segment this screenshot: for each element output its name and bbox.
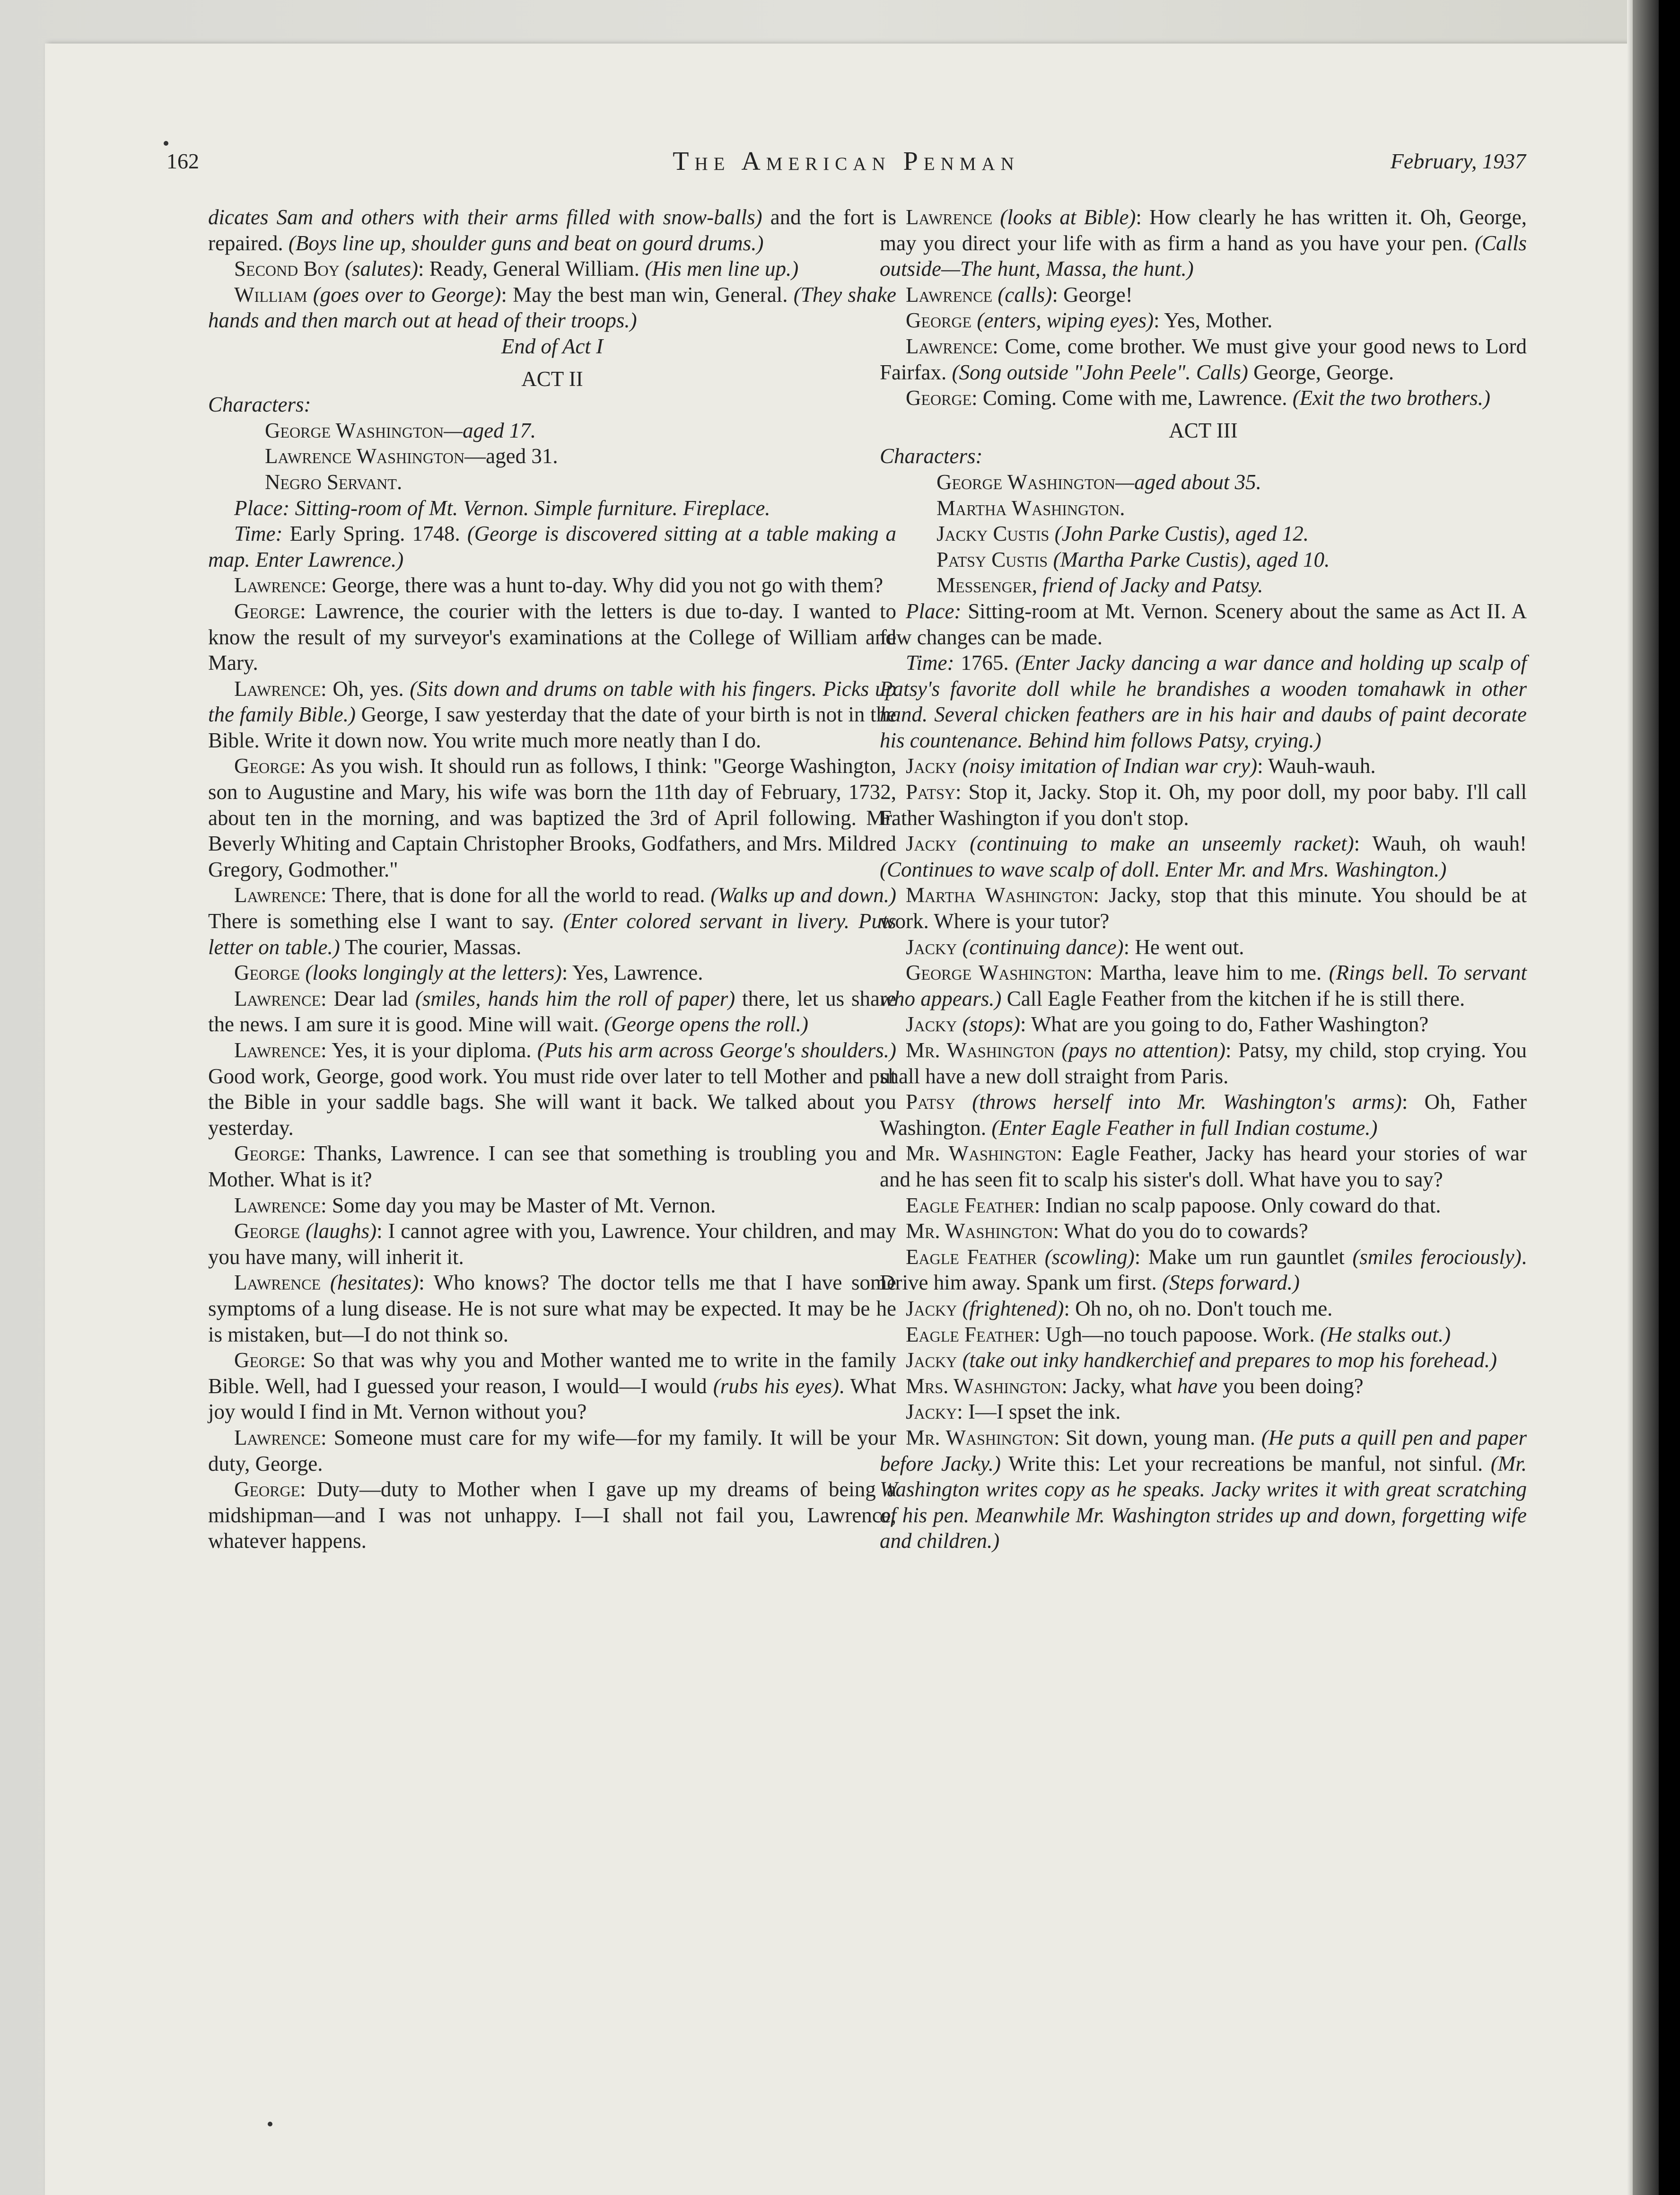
speaker-name: Mr. Washington (906, 1219, 1053, 1243)
speaker-name: Jacky (906, 1348, 957, 1372)
script-paragraph (208, 1193, 896, 1219)
dialogue-text: : Coming. Come with me, Lawrence. (971, 386, 1293, 410)
speaker-name: Jacky Custis (936, 522, 1050, 546)
script-paragraph (880, 1322, 1527, 1348)
script-paragraph (880, 334, 1527, 385)
speaker-name: Jacky (906, 935, 957, 959)
stage-direction: Place: (906, 599, 962, 623)
dialogue-text: George, George. (1248, 360, 1394, 384)
stage-direction: (John Parke Custis), aged 12. (1054, 522, 1309, 546)
act-end-line (208, 334, 896, 360)
dialogue-text (971, 308, 977, 332)
script-paragraph (208, 572, 896, 598)
speaker-name: Mr. Washington (906, 1141, 1057, 1166)
cast-entry (880, 495, 1527, 521)
script-paragraph (208, 521, 896, 572)
script-paragraph (208, 1425, 896, 1476)
script-paragraph (208, 882, 896, 960)
script-paragraph (880, 307, 1527, 334)
speaker-name: Lawrence (234, 573, 321, 597)
speaker-name: Mr. Washington (906, 1038, 1055, 1062)
cast-entry (880, 572, 1527, 598)
speaker-name: Jacky (906, 1400, 957, 1424)
script-paragraph (880, 1141, 1527, 1192)
dialogue-text: : Indian no scalp papoose. Only coward do that. (1034, 1193, 1441, 1217)
stage-direction: (Enter colored servant in livery. Puts letter on table.) (208, 909, 896, 959)
speaker-name: George Washington (906, 961, 1087, 985)
issue-date: February, 1937 (1390, 149, 1526, 173)
dialogue-text: : Wauh, oh wauh! (1354, 832, 1527, 856)
script-paragraph (208, 598, 896, 676)
speaker-name: Messenger (936, 573, 1032, 597)
dialogue-text: : As you wish. It should run as follows, I think: "George Washington, son to Augustine and Mary, his wife was born the 11th day of February, 1732, about ten in the morning, and was baptized the 3rd of April following. Mr. Beverly Whiting and Captain Christopher Brooks, Godfathers, and Mrs. Mildred Gregory, Godmother." (208, 754, 896, 881)
stage-direction: (enters, wiping eyes) (977, 308, 1154, 333)
stage-direction: (Continues to wave scalp of doll. Enter Mr. and Mrs. Washington.) (880, 857, 1447, 881)
dialogue-text: : Some day you may be Master of Mt. Vernon. (321, 1193, 716, 1217)
script-paragraph (208, 986, 896, 1037)
dialogue-text: : Yes, it is your diploma. (321, 1038, 537, 1062)
speaker-name: Jacky (906, 1296, 957, 1320)
speaker-name: Eagle Feather (906, 1245, 1037, 1269)
stage-direction: friend of Jacky and Patsy. (1042, 573, 1263, 597)
dialogue-text: : Ugh—no touch papoose. Work. (1034, 1322, 1320, 1346)
stage-direction: (frightened) (962, 1296, 1064, 1320)
cast-entry (208, 469, 896, 495)
stage-direction: (scowling) (1044, 1245, 1135, 1269)
dialogue-text: : Eagle Feather, Jacky has heard your stories of war and he has seen fit to scalp his sister's doll. What have you to say? (880, 1141, 1527, 1191)
dialogue-text (1037, 1245, 1045, 1269)
dialogue-text: : Someone must care for my wife—for my family. It will be your duty, George. (208, 1425, 896, 1475)
dialogue-text: 1765. (954, 651, 1015, 675)
dialogue-text: The courier, Massas. (340, 935, 522, 959)
speaker-name: George (234, 1348, 300, 1372)
page-number: 162 (166, 149, 199, 173)
speaker-name: Lawrence (234, 986, 321, 1010)
speaker-name: Lawrence (234, 676, 321, 701)
cast-entry (208, 418, 896, 444)
script-paragraph (208, 960, 896, 986)
stage-direction: (stops) (962, 1012, 1020, 1036)
speaker-name: Patsy Custis (936, 547, 1048, 571)
stage-direction: Place: Sitting-room of Mt. Vernon. Simple furniture. Fireplace. (234, 496, 770, 520)
stage-direction: (Puts his arm across George's shoulders.) (537, 1038, 897, 1062)
speaker-name: George (906, 386, 972, 410)
dialogue-text: : Yes, Mother. (1154, 308, 1273, 333)
speaker-name: George (234, 599, 300, 623)
speaker-name: Patsy (906, 780, 956, 804)
speaker-name: George (234, 1477, 300, 1501)
script-paragraph (208, 1141, 896, 1192)
dialogue-text (957, 832, 970, 855)
speaker-name: Mrs. Washington (906, 1374, 1062, 1398)
script-paragraph (880, 753, 1527, 779)
speaker-name: George (234, 754, 300, 778)
stage-direction: (looks at Bible) (1000, 205, 1136, 229)
characters-heading (208, 392, 896, 418)
script-paragraph (208, 1037, 896, 1141)
dialogue-text: : George! (1052, 282, 1133, 307)
stage-direction: (hesitates) (330, 1271, 419, 1295)
script-paragraph (880, 1347, 1527, 1373)
dialogue-text: : Stop it, Jacky. Stop it. Oh, my poor doll, my poor baby. I'll call Father Washington if you don't stop. (880, 780, 1527, 830)
dialogue-text: : He went out. (1123, 935, 1244, 959)
dialogue-text: Write this: Let your recreations be manful, not sinful. (1001, 1451, 1491, 1475)
dialogue-text (992, 283, 998, 307)
speaker-name: George Washington (936, 470, 1116, 494)
stage-direction: (pays no attention) (1061, 1038, 1226, 1062)
script-paragraph (880, 1399, 1527, 1425)
dialogue-text (957, 935, 962, 959)
speaker-name: Lawrence (906, 334, 993, 358)
stage-direction: (salutes) (344, 257, 418, 281)
dialogue-text: : I—I spset the ink. (957, 1400, 1121, 1424)
stage-direction: Time: (906, 651, 954, 675)
stage-direction: (continuing dance) (962, 935, 1124, 959)
stage-direction: (noisy imitation of Indian war cry) (962, 754, 1258, 778)
speaker-name: Jacky (906, 1012, 957, 1036)
dialogue-text: : Ready, General William. (418, 257, 645, 281)
dialogue-text: : I cannot agree with you, Lawrence. Your children, and may you have many, will inherit it. (208, 1219, 897, 1269)
dialogue-text: : What do you do to cowards? (1053, 1219, 1308, 1243)
script-paragraph (880, 1193, 1527, 1219)
dialogue-text: There is something else I want to say. (208, 909, 563, 933)
speaker-name: Lawrence (234, 1271, 321, 1295)
dialogue-text: : Yes, Lawrence. (561, 961, 703, 985)
dialogue-text: —aged 31. (464, 444, 558, 468)
dialogue-text: : Patsy, my child, stop crying. You shall have a new doll straight from Paris. (880, 1038, 1527, 1088)
stage-direction: (Enter Eagle Feather in full Indian costume.) (991, 1115, 1378, 1140)
left-column (208, 204, 896, 1554)
dialogue-text (300, 961, 305, 984)
dialogue-text: : Who knows? The doctor tells me that I have some symptoms of a lung disease. He is not sure what may be expected. It may be he is mistaken, but—I do not think so. (208, 1271, 897, 1346)
script-paragraph (208, 256, 896, 282)
stage-direction: (goes over to George) (313, 282, 501, 307)
stage-direction: (Mr. Washington writes copy as he speaks. Jacky writes it with great scratching of his pen. Meanwhile Mr. Washington strides up and down, forgetting wife and children.) (880, 1451, 1527, 1553)
stage-direction: (Walks up and down.) (710, 883, 897, 907)
script-paragraph (880, 960, 1527, 1011)
stage-direction: (Calls outside—The hunt, Massa, the hunt.) (880, 231, 1527, 281)
dialogue-text: : Make um run gauntlet (1134, 1245, 1353, 1269)
cast-entry (880, 469, 1527, 495)
dialogue-text: : There, that is done for all the world to read. (321, 883, 711, 907)
script-paragraph (880, 204, 1527, 282)
dialogue-text: : Come, come brother. We must give your good news to Lord Fairfax. (880, 334, 1527, 384)
dialogue-text: : Jacky, what (1061, 1374, 1177, 1398)
cast-entry (880, 521, 1527, 547)
stage-direction: (Song outside "John Peele". Calls) (952, 360, 1248, 384)
dialogue-text: : How clearly he has written it. Oh, George, may you direct your life with as firm a hand as you have your pen. (880, 205, 1527, 255)
act-heading (208, 366, 896, 392)
speaker-name: Lawrence Washington (265, 444, 465, 468)
stage-direction: —aged 17. (444, 418, 536, 442)
speaker-name: Lawrence (234, 1038, 321, 1062)
stage-direction: (He puts a quill pen and paper before Jacky.) (880, 1425, 1527, 1475)
speaker-name: George Washington (265, 418, 444, 442)
running-title: The American Penman (673, 147, 1020, 176)
stage-direction: (Steps forward.) (1162, 1271, 1300, 1295)
script-paragraph (208, 1218, 896, 1270)
speaker-name: Jacky (906, 754, 957, 778)
dialogue-text: : Jacky, stop that this minute. You should be at work. Where is your tutor? (880, 883, 1527, 933)
stage-direction: (They shake hands and then march out at head of their troops.) (208, 282, 897, 333)
dialogue-text (955, 1090, 972, 1114)
dialogue-text: : Oh, yes. (321, 676, 410, 701)
dialogue-text: : George, there was a hunt to-day. Why did you not go with them? (321, 573, 884, 597)
speaker-name: George (234, 961, 300, 985)
stage-direction: (take out inky handkerchief and prepares to mop his forehead.) (962, 1348, 1497, 1372)
speaker-name: George (234, 1219, 300, 1243)
speaker-name: Jacky (906, 832, 957, 856)
stage-direction: (throws herself into Mr. Washington's arms) (972, 1090, 1402, 1114)
characters-heading (880, 443, 1527, 469)
script-paragraph (208, 495, 896, 521)
dialogue-text: : Wauh-wauh. (1257, 754, 1376, 778)
dialogue-text: Early Spring. 1748. (282, 522, 467, 546)
stage-direction: (His men line up.) (645, 257, 799, 281)
stage-direction: (Sits down and drums on table with his fingers. Picks up the family Bible.) (208, 676, 896, 727)
speaker-name: William (234, 282, 307, 307)
dialogue-text (1049, 522, 1054, 545)
stage-direction: Time: (234, 522, 283, 546)
dialogue-text (992, 205, 1000, 229)
dialogue-text: : Duty—duty to Mother when I gave up my dreams of being a midshipman—and I was not unhappy. I—I shall not fail you, Lawrence, whatever happens. (208, 1477, 896, 1553)
dialogue-text (321, 1271, 330, 1294)
stage-direction: dicates Sam and others with their arms filled with snow-balls) (208, 205, 762, 229)
dialogue-text: : Oh no, oh no. Don't touch me. (1064, 1296, 1333, 1320)
speaker-name: Lawrence (906, 205, 993, 229)
speaker-name: Eagle Feather (906, 1322, 1034, 1346)
dialogue-text (340, 257, 345, 281)
dialogue-text: Characters: (208, 393, 311, 417)
dialogue-text: : What are you going to do, Father Washington? (1020, 1012, 1429, 1036)
dialogue-text: . What joy would I find in Mt. Vernon without you? (208, 1374, 896, 1424)
script-paragraph (880, 385, 1527, 411)
stage-direction: (smiles, hands him the roll of paper) (415, 986, 735, 1010)
speaker-name: George (906, 308, 972, 333)
dialogue-text: : Thanks, Lawrence. I can see that something is troubling you and Mother. What is it? (208, 1141, 896, 1191)
dialogue-text: Sitting-room at Mt. Vernon. Scenery about the same as Act II. A few changes can be made. (880, 599, 1527, 649)
script-paragraph (880, 1089, 1527, 1141)
act-heading (880, 418, 1527, 444)
dialogue-text (1055, 1038, 1062, 1062)
dialogue-text: : Martha, leave him to me. (1086, 961, 1329, 985)
script-paragraph (880, 1037, 1527, 1089)
script-paragraph (880, 598, 1527, 650)
dialogue-text (957, 754, 962, 778)
stage-direction: (He stalks out.) (1320, 1322, 1451, 1346)
stage-direction: (Enter Jacky dancing a war dance and holding up scalp of Patsy's favorite doll while he brandishes a wooden tomahawk in other hand. Several chicken feathers are in his hair and daubs of paint decorate his countenance. Behind him follows Patsy, crying.) (880, 651, 1527, 752)
speaker-name: Martha Washington (906, 883, 1094, 907)
cast-entry (880, 547, 1527, 573)
dialogue-text: you been doing? (1217, 1374, 1364, 1398)
dialogue-text (1048, 548, 1053, 571)
dialogue-text (957, 1348, 962, 1372)
stage-direction: (Rings bell. To servant who appears.) (880, 961, 1527, 1010)
script-paragraph (208, 676, 896, 754)
script-paragraph (880, 282, 1527, 308)
scan-speck (268, 2122, 272, 2126)
dialogue-text (300, 1219, 306, 1243)
dialogue-text (957, 1012, 962, 1036)
script-paragraph (880, 1011, 1527, 1037)
dialogue-text: George, I saw yesterday that the date of your birth is not in the Bible. Write it down now. You write much more neatly than I do. (208, 702, 896, 752)
script-paragraph (880, 882, 1527, 934)
speaker-name: George (234, 1141, 300, 1166)
stage-direction: (laughs) (306, 1219, 377, 1243)
dialogue-text: Good work, George, good work. You must ride over later to tell Mother and put the Bible in your saddle bags. She will want it back. We talked about you yesterday. (208, 1064, 896, 1140)
stage-direction: —aged about 35. (1115, 470, 1261, 494)
stage-direction: (George opens the roll.) (604, 1012, 808, 1036)
dialogue-text: Characters: (880, 444, 983, 468)
script-paragraph (208, 1476, 896, 1554)
speaker-name: Negro Servant. (265, 470, 402, 494)
script-paragraph (208, 753, 896, 882)
right-column (880, 204, 1527, 1554)
script-paragraph (880, 779, 1527, 831)
speaker-name: Mr. Washington (906, 1425, 1054, 1449)
speaker-name: Lawrence (906, 282, 993, 307)
dialogue-text: : Lawrence, the courier with the letters is due to-day. I wanted to know the result of my surveyor's examinations at the College of William and Mary. (208, 599, 896, 675)
dialogue-text: : May the best man win, General. (501, 282, 794, 307)
stage-direction: (smiles ferociously) (1352, 1245, 1522, 1269)
speaker-name: Eagle Feather (906, 1193, 1034, 1217)
stage-direction: (George is discovered sitting at a table making a map. Enter Lawrence.) (208, 522, 896, 571)
dialogue-text: ACT III (1169, 418, 1238, 442)
script-paragraph (880, 1218, 1527, 1244)
dialogue-text: : Sit down, young man. (1054, 1425, 1261, 1449)
dialogue-text (307, 283, 313, 307)
dialogue-text: ACT II (521, 367, 583, 391)
dialogue-text: Call Eagle Feather from the kitchen if he is still there. (1001, 986, 1465, 1010)
dialogue-text (957, 1297, 962, 1320)
dialogue-text: . Drive him away. Spank um first. (880, 1245, 1527, 1295)
stage-direction: (calls) (998, 282, 1052, 307)
dialogue-text: : Dear lad (321, 986, 415, 1010)
cast-entry (208, 443, 896, 469)
speaker-name: Patsy (906, 1090, 956, 1114)
dialogue-text: , (1032, 573, 1043, 597)
stage-direction: (continuing to make an unseemly racket) (970, 832, 1354, 856)
page-header (166, 145, 1526, 178)
script-paragraph (208, 282, 896, 334)
script-paragraph (880, 934, 1527, 960)
script-paragraph (880, 1425, 1527, 1554)
stage-direction: (Boys line up, shoulder guns and beat on gourd drums.) (288, 231, 764, 255)
script-paragraph (880, 1296, 1527, 1322)
stage-direction: have (1177, 1374, 1217, 1398)
stage-direction: (rubs his eyes) (713, 1374, 839, 1398)
script-paragraph (880, 1373, 1527, 1399)
script-paragraph (880, 1244, 1527, 1296)
dialogue-text: : So that was why you and Mother wanted me to write in the family Bible. Well, had I guessed your reason, I would—I would (208, 1348, 896, 1398)
script-paragraph (880, 831, 1527, 882)
stage-direction: (Exit the two brothers.) (1292, 386, 1491, 410)
stage-direction: (looks longingly at the letters) (305, 961, 562, 985)
dialogue-text: there, let us share the news. I am sure it is good. Mine will wait. (208, 986, 896, 1036)
scan-speck (164, 141, 168, 146)
speaker-name: Lawrence (234, 883, 321, 907)
script-paragraph (208, 204, 896, 256)
script-paragraph (880, 650, 1527, 753)
speaker-name: Lawrence (234, 1425, 321, 1449)
dialogue-text: and the fort is repaired. (208, 205, 897, 255)
stage-direction: End of Act I (501, 334, 604, 358)
dialogue-text: : Oh, Father Washington. (880, 1090, 1527, 1140)
script-paragraph (208, 1347, 896, 1425)
page-fold (1633, 0, 1659, 2195)
speaker-name: Lawrence (234, 1193, 321, 1217)
speaker-name: Martha Washington. (936, 496, 1125, 520)
script-paragraph (208, 1270, 896, 1347)
speaker-name: Second Boy (234, 257, 340, 281)
stage-direction: (Martha Parke Custis), aged 10. (1053, 547, 1330, 571)
